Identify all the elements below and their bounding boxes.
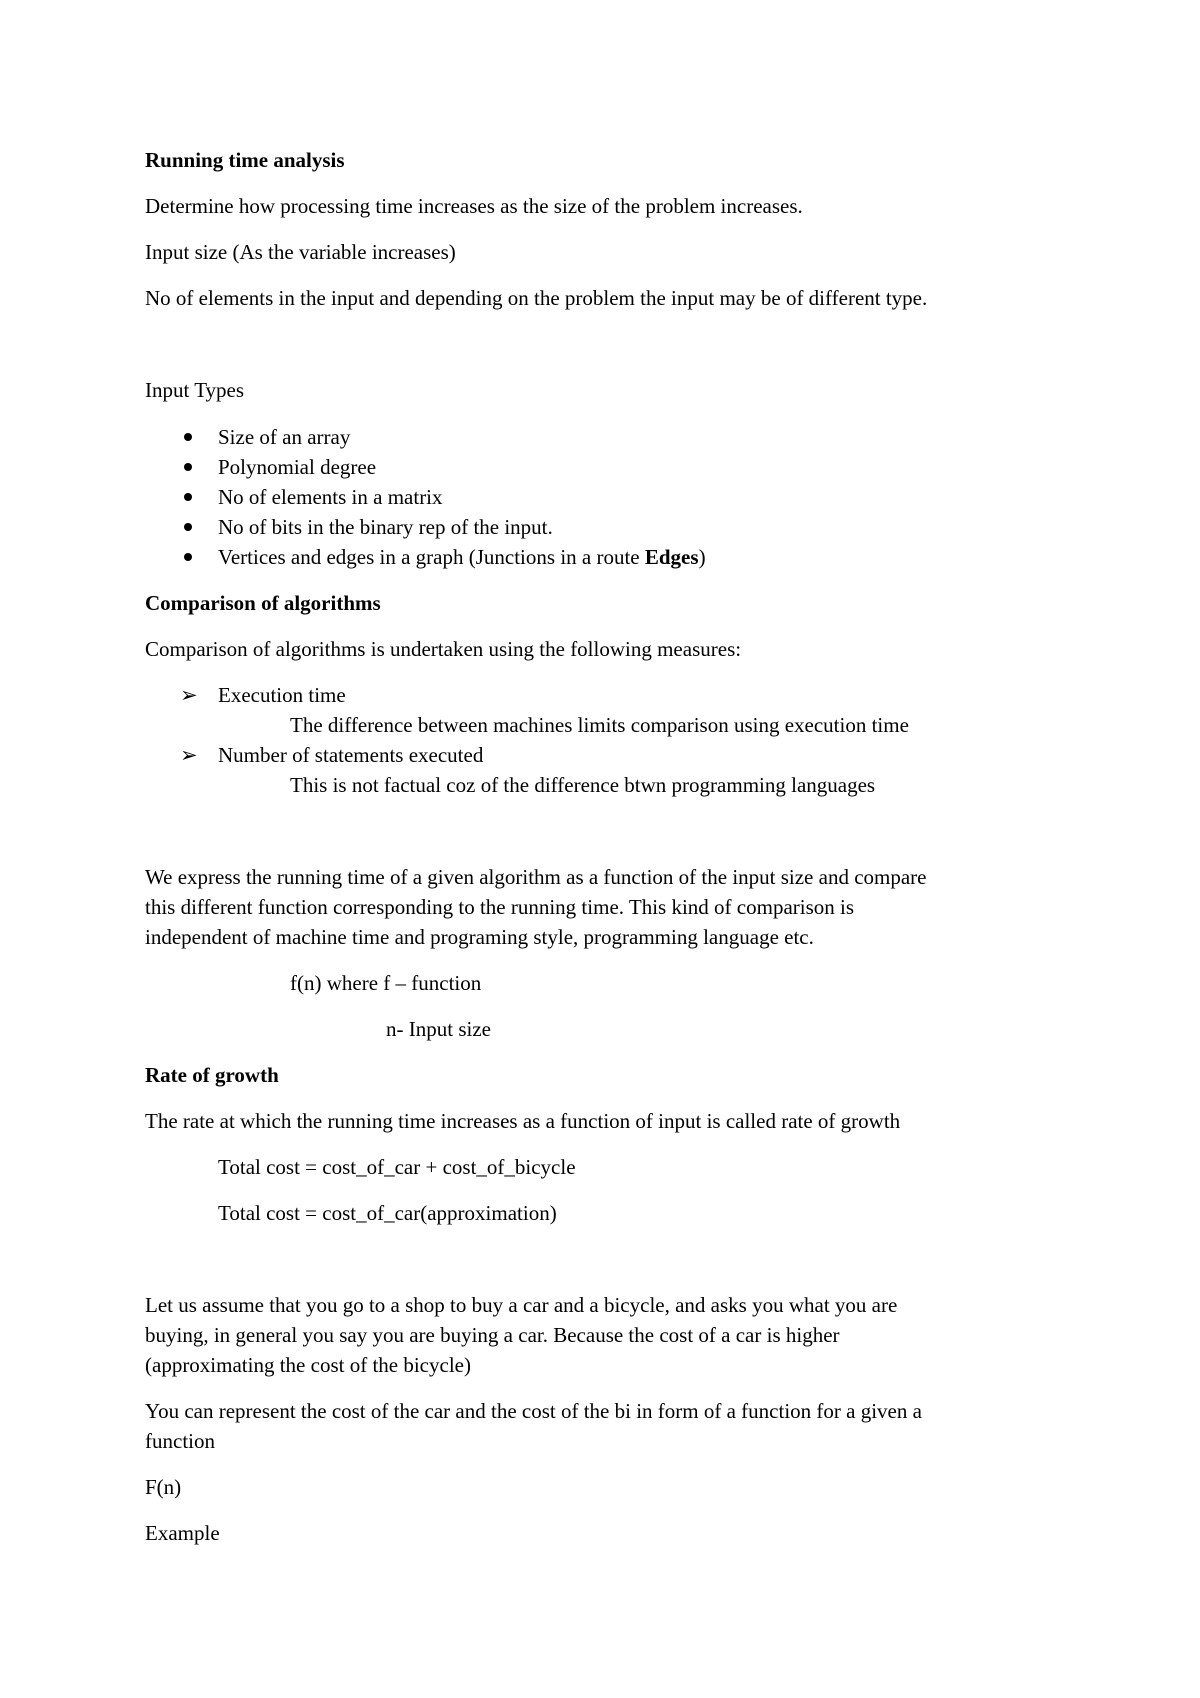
bullet-icon <box>184 523 192 531</box>
heading-rate-of-growth: Rate of growth <box>145 1063 279 1087</box>
list-item-graph <box>218 542 706 572</box>
paragraph-express-line3: independent of machine time and programing style, programming language etc. <box>145 925 814 949</box>
list-item-text: Vertices and edges in a graph (Junctions in a route <box>218 545 645 569</box>
paragraph-express-line2: this different function corresponding to the running time. This kind of comparison is <box>145 895 855 919</box>
function-label: F(n) <box>145 1475 182 1499</box>
paragraph-represent-line2: function <box>145 1429 215 1453</box>
list-item: Polynomial degree <box>218 455 377 479</box>
formula-input-size: n- Input size <box>386 1017 491 1041</box>
arrow-bullet-icon: ➢ <box>180 683 198 707</box>
paragraph-story-line3: (approximating the cost of the bicycle) <box>145 1353 471 1377</box>
bullet-icon <box>184 493 192 501</box>
paragraph-story-line1: Let us assume that you go to a shop to buy a car and a bicycle, and asks you what you are <box>145 1293 898 1317</box>
measure-label: Number of statements executed <box>218 743 484 767</box>
example-label: Example <box>145 1521 220 1545</box>
heading-running-time: Running time analysis <box>145 148 345 172</box>
input-types-title: Input Types <box>145 378 245 402</box>
paragraph-rate-definition: The rate at which the running time increases as a function of input is called rate of growth <box>145 1109 901 1133</box>
bullet-icon <box>184 433 192 441</box>
arrow-bullet-icon: ➢ <box>180 743 198 767</box>
paragraph-processing-time: Determine how processing time increases as the size of the problem increases. <box>145 194 803 218</box>
edges-bold-text: Edges <box>644 545 699 569</box>
paragraph-express-line1: We express the running time of a given algorithm as a function of the input size and compare <box>145 865 927 889</box>
list-item: No of elements in a matrix <box>218 485 443 509</box>
measure-label: Execution time <box>218 683 346 707</box>
list-item: No of bits in the binary rep of the input. <box>218 515 553 539</box>
equation-total-cost-approx: Total cost = cost_of_car(approximation) <box>218 1201 557 1225</box>
paragraph-comparison-intro: Comparison of algorithms is undertaken using the following measures: <box>145 637 742 661</box>
paragraph-input-size: Input size (As the variable increases) <box>145 240 456 264</box>
list-item: Size of an array <box>218 425 351 449</box>
measure-note: This is not factual coz of the difference btwn programming languages <box>290 773 876 797</box>
paragraph-represent-line1: You can represent the cost of the car and the cost of the bi in form of a function for a given a <box>145 1399 922 1423</box>
bullet-icon <box>184 553 192 561</box>
measure-note: The difference between machines limits comparison using execution time <box>290 713 909 737</box>
list-item-close: ) <box>698 545 706 569</box>
equation-total-cost: Total cost = cost_of_car + cost_of_bicycle <box>218 1155 576 1179</box>
bullet-icon <box>184 463 192 471</box>
paragraph-elements: No of elements in the input and depending on the problem the input may be of different type. <box>145 286 928 310</box>
paragraph-story-line2: buying, in general you say you are buying a car. Because the cost of a car is higher <box>145 1323 840 1347</box>
formula-function: f(n) where f – function <box>290 971 482 995</box>
heading-comparison: Comparison of algorithms <box>145 591 381 615</box>
